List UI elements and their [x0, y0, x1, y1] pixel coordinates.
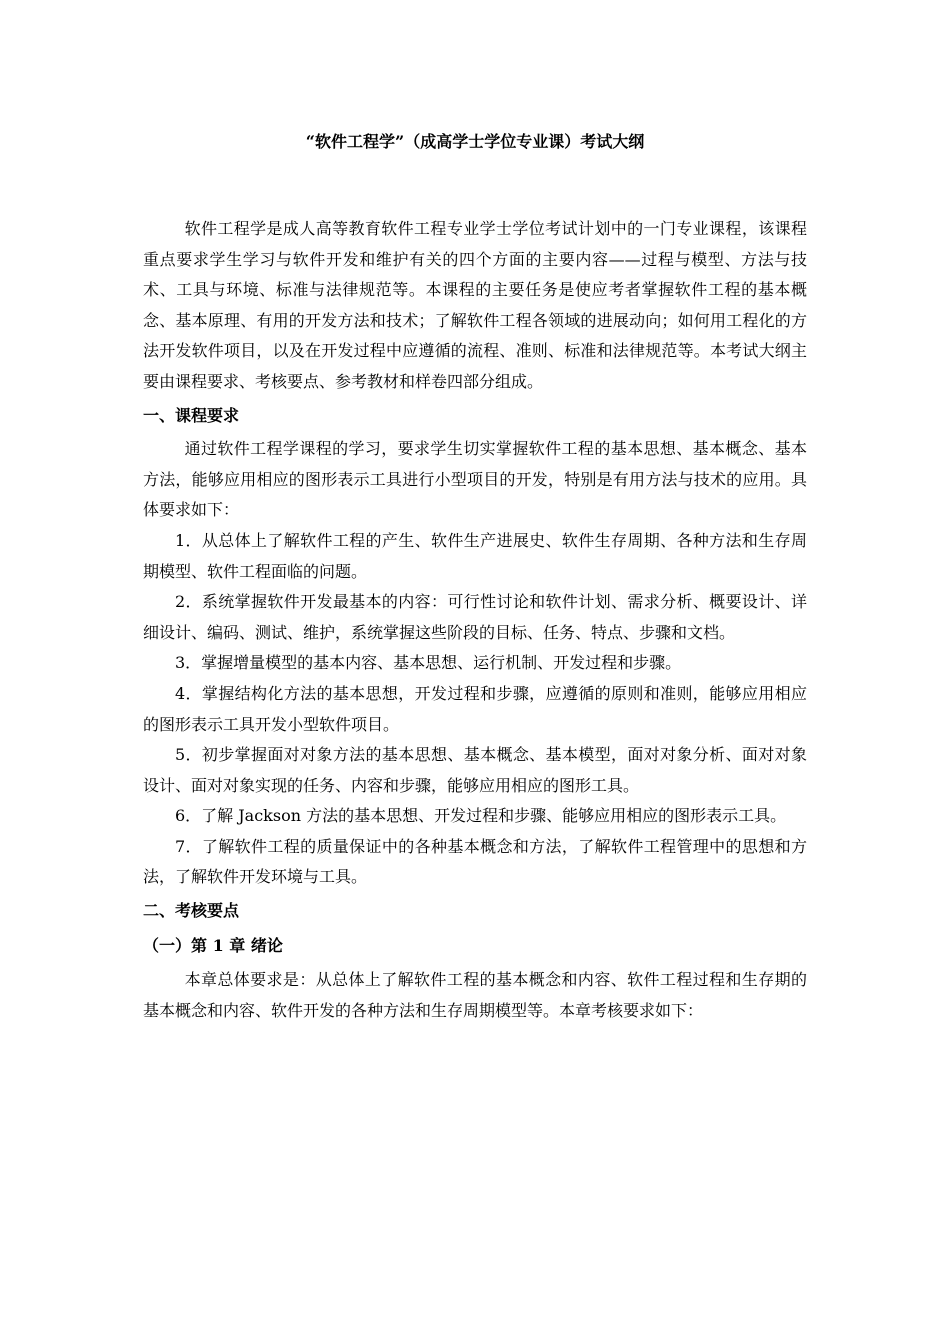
- subsection-heading-chapter-1: （一）第 1 章 绪论: [143, 935, 283, 955]
- requirement-item-1: 1．从总体上了解软件工程的产生、软件生产进展史、软件生存周期、各种方法和生存周期模型、软件工程面临的问题。: [143, 530, 807, 581]
- section-heading-assessment-points: 二、考核要点: [143, 901, 240, 921]
- requirement-item-7: 7．了解软件工程的质量保证中的各种基本概念和方法，了解软件工程管理中的思想和方法，了解软件开发环境与工具。: [143, 836, 807, 887]
- requirement-item-4: 4．掌握结构化方法的基本思想，开发过程和步骤，应遵循的原则和准则，能够应用相应的图形表示工具开发小型软件项目。: [143, 683, 807, 734]
- chapter1-requirements-paragraph: 本章总体要求是：从总体上了解软件工程的基本概念和内容、软件工程过程和生存期的基本概念和内容、软件开发的各种方法和生存周期模型等。本章考核要求如下：: [143, 970, 807, 1020]
- section-heading-course-requirements: 一、课程要求: [143, 405, 240, 425]
- intro-paragraph: 软件工程学是成人高等教育软件工程专业学士学位考试计划中的一门专业课程，该课程重点要求学生学习与软件开发和维护有关的四个方面的主要内容——过程与模型、方法与技术、工具与环境、标准与法律规范等。本课程的主要任务是使应考者掌握软件工程的基本概念、基本原理、有用的开发方法和技术；了解软件工程各领域的进展动向；如何用工程化的方法开发软件项目，以及在开发过程中应遵循的流程、准则、标准和法律规范等。本考试大纲主要由课程要求、考核要点、参考教材和样卷四部分组成。: [143, 219, 807, 391]
- requirement-item-6: 6．了解 Jackson 方法的基本思想、开发过程和步骤、能够应用相应的图形表示工具。: [175, 806, 787, 826]
- requirement-item-3: 3．掌握增量模型的基本内容、基本思想、运行机制、开发过程和步骤。: [175, 653, 682, 673]
- requirement-item-2: 2．系统掌握软件开发最基本的内容：可行性讨论和软件计划、需求分析、概要设计、详细设计、编码、测试、维护，系统掌握这些阶段的目标、任务、特点、步骤和文档。: [143, 592, 807, 642]
- document-title: “软件工程学”（成高学士学位专业课）考试大纲: [305, 132, 645, 151]
- section1-intro-paragraph: 通过软件工程学课程的学习，要求学生切实掌握软件工程的基本思想、基本概念、基本方法，能够应用相应的图形表示工具进行小型项目的开发，特别是有用方法与技术的应用。具体要求如下：: [143, 439, 807, 520]
- requirement-item-5: 5．初步掌握面对对象方法的基本思想、基本概念、基本模型，面对对象分析、面对对象设计、面对对象实现的任务、内容和步骤，能够应用相应的图形工具。: [143, 745, 807, 795]
- document-body: [143, 214, 807, 1026]
